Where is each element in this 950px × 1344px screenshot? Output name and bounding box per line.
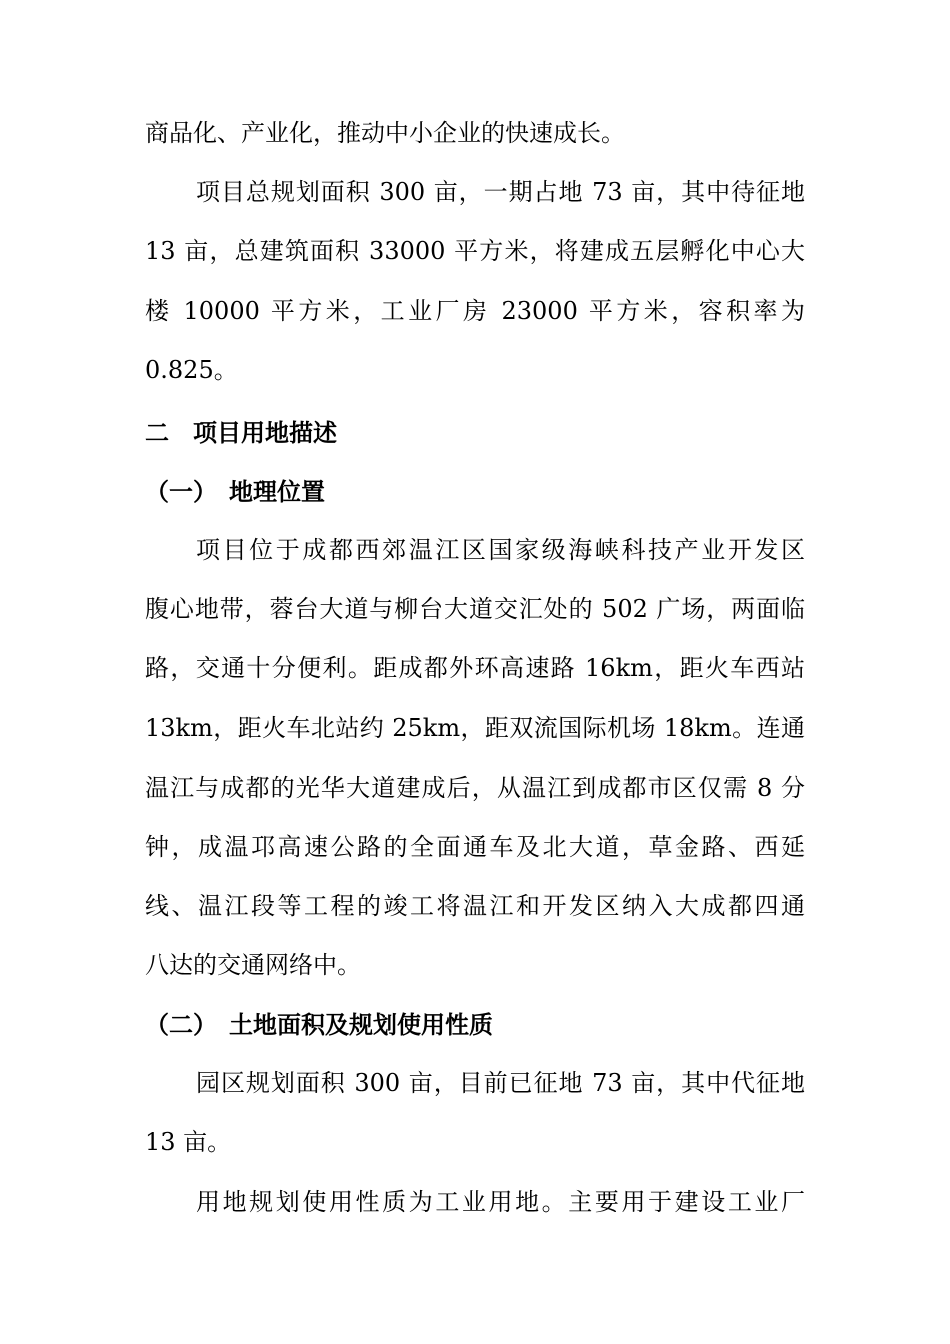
subsection-heading: （一） 地理位置 (145, 478, 325, 506)
paragraph-line: 13 亩。 (145, 1128, 232, 1156)
paragraph-line: 项目总规划面积 300 亩，一期占地 73 亩，其中待征地 (196, 178, 805, 206)
paragraph-line: 园区规划面积 300 亩，目前已征地 73 亩，其中代征地 (196, 1069, 805, 1097)
paragraph-line: 13km，距火车北站约 25km，距双流国际机场 18km。连通 (145, 714, 805, 742)
paragraph-line: 腹心地带，蓉台大道与柳台大道交汇处的 502 广场，两面临 (145, 595, 805, 623)
paragraph-line: 线、温江段等工程的竣工将温江和开发区纳入大成都四通 (145, 892, 805, 920)
paragraph-line: 0.825。 (145, 356, 238, 384)
paragraph-line: 13 亩，总建筑面积 33000 平方米，将建成五层孵化中心大 (145, 237, 805, 265)
paragraph-line: 用地规划使用性质为工业用地。主要用于建设工业厂 (196, 1188, 805, 1216)
subsection-heading: （二） 土地面积及规划使用性质 (145, 1011, 493, 1039)
paragraph-line: 楼 10000 平方米，工业厂房 23000 平方米，容积率为 (145, 297, 805, 325)
paragraph-line: 温江与成都的光华大道建成后，从温江到成都市区仅需 8 分 (145, 774, 805, 802)
paragraph-line: 路，交通十分便利。距成都外环高速路 16km，距火车西站 (145, 654, 805, 682)
paragraph-line: 项目位于成都西郊温江区国家级海峡科技产业开发区 (196, 536, 805, 564)
paragraph-line: 钟，成温邛高速公路的全面通车及北大道，草金路、西延 (145, 833, 805, 861)
section-heading: 二 项目用地描述 (145, 419, 337, 447)
paragraph-line: 八达的交通网络中。 (145, 951, 361, 979)
paragraph-line: 商品化、产业化，推动中小企业的快速成长。 (145, 119, 625, 147)
